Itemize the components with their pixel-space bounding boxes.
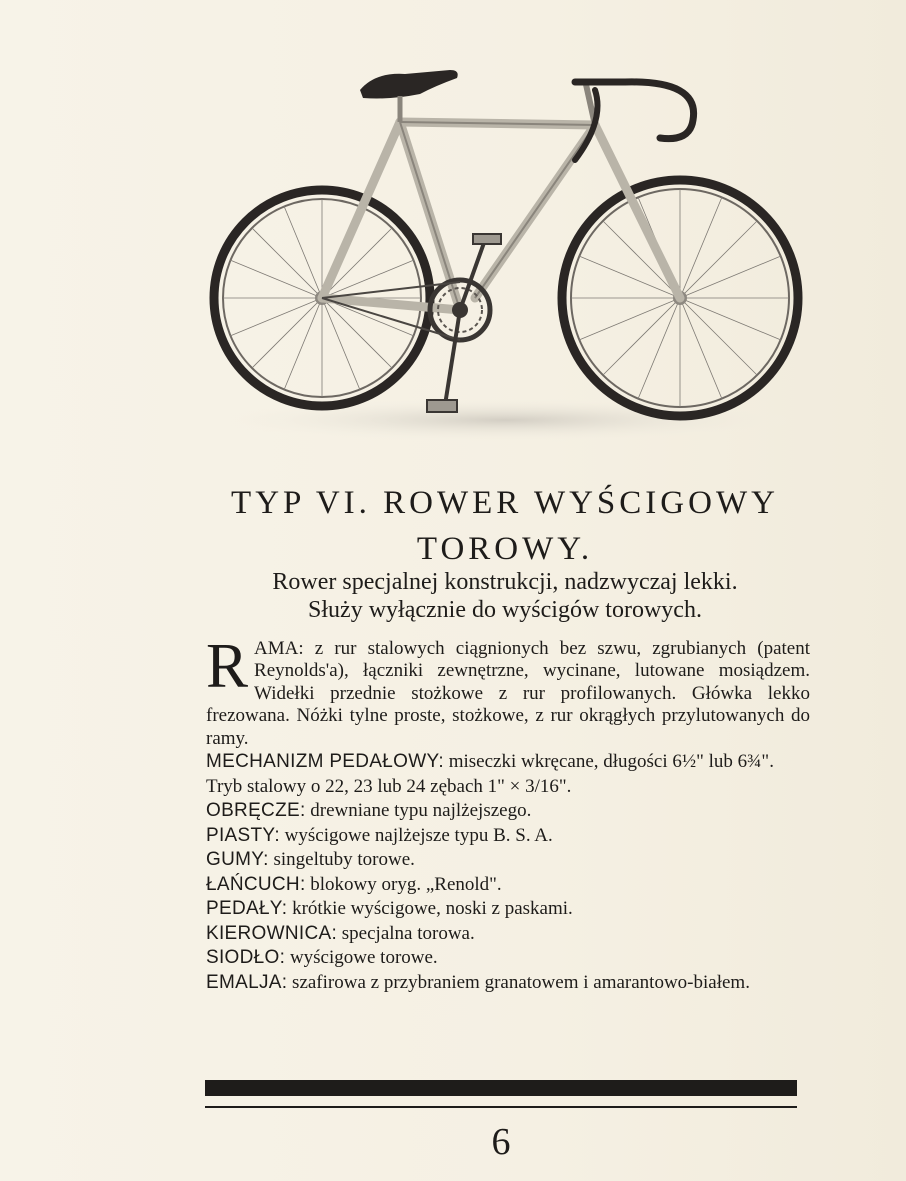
subtitle-line-2: Służy wyłącznie do wyścigów torowych. <box>308 597 702 623</box>
drop-cap: R <box>206 631 249 701</box>
spec-label: KIEROWNICA: <box>206 922 338 944</box>
spec-item-handlebar <box>206 922 810 947</box>
spec-label: GUMY: <box>206 849 269 871</box>
cranks <box>427 234 501 412</box>
spec-label: MECHANIZM PEDAŁOWY: <box>206 751 444 773</box>
subtitle-line-1: Rower specjalnej konstrukcji, nadzwyczaj lekki. <box>272 569 738 595</box>
spec-item-pedals <box>206 897 810 922</box>
spec-item-hubs <box>206 824 810 849</box>
spec-text: krótkie wyścigowe, noski z paskami. <box>292 898 573 920</box>
saddle <box>360 70 458 122</box>
spec-label: ŁAŃCUCH: <box>206 873 306 895</box>
spec-text: miseczki wkręcane, długości 6½" lub 6¾". Tryb stalowy o 22, 23 lub 24 zębach 1" × 3/16". <box>206 751 774 797</box>
spec-item-mechanism <box>206 750 810 799</box>
page-title <box>205 480 805 572</box>
spec-item-tires <box>206 848 810 873</box>
spec-text: wyścigowe najlżejsze typu B. S. A. <box>284 824 553 846</box>
spec-text: blokowy oryg. „Renold". <box>310 873 502 895</box>
spec-label: PEDAŁY: <box>206 898 288 920</box>
handlebar <box>575 80 694 160</box>
spec-body <box>206 631 810 995</box>
title-line-1: TYP VI. ROWER WYŚCIGOWY <box>231 485 779 521</box>
spec-label: OBRĘCZE: <box>206 800 306 822</box>
spec-text: szafirowa z przybraniem granatowem i amarantowo-białem. <box>292 971 750 993</box>
spec-text: drewniane typu najlżejszego. <box>310 800 532 822</box>
bicycle-photo <box>205 60 810 450</box>
spec-label: EMALJA: <box>206 971 288 993</box>
bicycle-illustration <box>205 60 810 450</box>
spec-text: singeltuby torowe. <box>273 849 415 871</box>
spec-item-saddle <box>206 946 810 971</box>
frame-description <box>206 631 810 750</box>
spec-item-enamel <box>206 971 810 996</box>
spec-item-chain <box>206 873 810 898</box>
title-line-2: TOROWY. <box>416 531 594 567</box>
page-number: 6 <box>491 1121 511 1163</box>
spec-label: SIODŁO: <box>206 947 286 969</box>
spec-text: wyścigowe torowe. <box>289 947 438 969</box>
subtitle <box>205 568 805 624</box>
divider-thin <box>205 1106 797 1108</box>
spec-text: specjalna torowa. <box>341 922 475 944</box>
spec-label: PIASTY: <box>206 824 280 846</box>
frame-description-text: AMA: z rur stalowych ciągnionych bez szwu, zgrubianych (patent Reynolds'a), łączniki zewnętrzne, wycinane, lutowane mosiądzem. Widełki przednie stożkowe z rur profilowanych. Główka lekko frezowana. Nóżki tylne proste, stożkowe, z rur okrągłych przylutowanych do ramy. <box>206 638 810 749</box>
divider-thick <box>205 1080 797 1096</box>
chain-ring <box>322 280 490 340</box>
spec-item-rims <box>206 799 810 824</box>
